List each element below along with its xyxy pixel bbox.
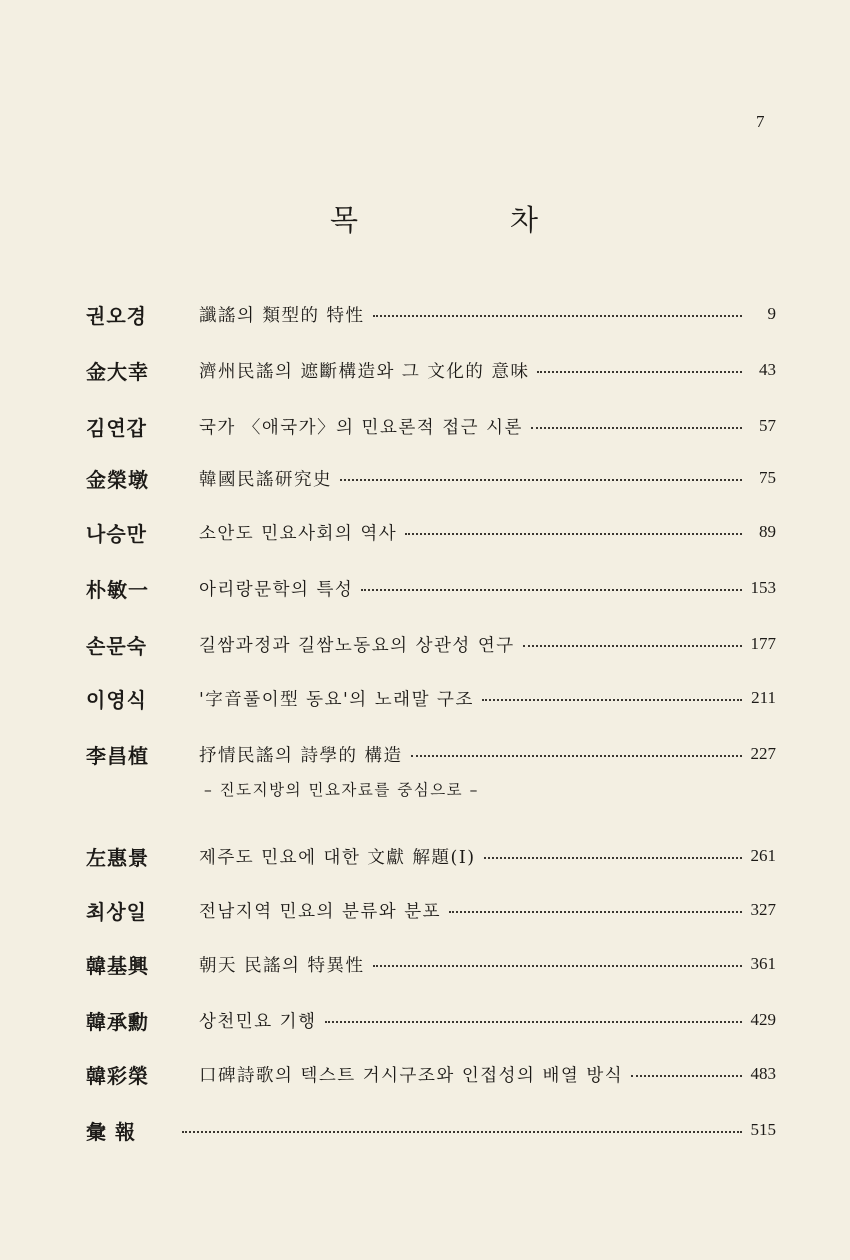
toc-entry[interactable] — [86, 946, 776, 982]
dot-leader — [411, 755, 742, 757]
toc-page-number: 327 — [750, 900, 776, 919]
toc-author: 최상일 — [86, 899, 147, 924]
dot-leader — [361, 589, 742, 591]
toc-title: 국가 〈애국가〉의 민요론적 접근 시론 — [199, 417, 523, 438]
toc-entry[interactable] — [86, 1056, 776, 1092]
toc-title: '字音풀이型 동요'의 노래말 구조 — [199, 689, 474, 710]
toc-author: 권오경 — [86, 303, 147, 328]
toc-author: 彙 報 — [86, 1119, 136, 1144]
toc-page-number: 177 — [750, 634, 776, 653]
dot-leader — [523, 645, 742, 647]
dot-leader — [405, 533, 742, 535]
toc-title: 口碑詩歌의 텍스트 거시구조와 인접성의 배열 방식 — [199, 1065, 624, 1086]
toc-page-number: 57 — [759, 416, 776, 435]
heading-right: 차 — [509, 203, 540, 237]
dot-leader — [484, 857, 742, 859]
dot-leader — [631, 1075, 742, 1077]
toc-author: 손문숙 — [86, 633, 147, 658]
toc-entry[interactable] — [86, 892, 776, 928]
toc-entry[interactable] — [86, 570, 776, 606]
toc-author: 김연갑 — [86, 415, 147, 440]
dot-leader — [373, 965, 742, 967]
dot-leader — [325, 1021, 743, 1023]
toc-page-number: 75 — [759, 468, 776, 487]
toc-title: 讖謠의 類型的 特性 — [199, 305, 365, 326]
toc-entry[interactable] — [86, 680, 776, 716]
dot-leader — [182, 1131, 742, 1133]
toc-entry[interactable] — [86, 626, 776, 662]
toc-page-number: 227 — [750, 744, 776, 763]
toc-author: 金榮墩 — [86, 467, 149, 492]
toc-title: 韓國民謠研究史 — [199, 469, 332, 490]
toc-author: 左惠景 — [86, 845, 149, 870]
toc-author: 韓彩榮 — [86, 1063, 149, 1088]
toc-page-number: 153 — [750, 578, 776, 597]
toc-entry[interactable] — [86, 838, 776, 874]
toc-page-number: 89 — [759, 522, 776, 541]
toc-page-number: 429 — [750, 1010, 776, 1029]
toc-entry[interactable] — [86, 352, 776, 388]
toc-author: 李昌植 — [86, 743, 149, 768]
toc-title: 제주도 민요에 대한 文獻 解題(Ⅰ) — [199, 847, 476, 868]
toc-title: 濟州民謠의 遮斷構造와 그 文化的 意味 — [199, 361, 530, 382]
toc-page-number: 361 — [750, 954, 776, 973]
toc-title: 상천민요 기행 — [199, 1011, 317, 1032]
toc-title: 抒情民謠의 詩學的 構造 — [199, 745, 403, 766]
toc-author: 韓承勳 — [86, 1009, 149, 1034]
toc-author: 金大幸 — [86, 359, 149, 384]
toc-entry[interactable] — [86, 408, 776, 444]
toc-title: 아리랑문학의 특성 — [199, 579, 354, 600]
page-number: 7 — [756, 112, 765, 131]
table-of-contents-heading — [330, 198, 540, 239]
toc-page-number: 211 — [751, 688, 776, 707]
toc-author: 韓基興 — [86, 953, 149, 978]
toc-page-number: 515 — [750, 1120, 776, 1139]
toc-author: 이영식 — [86, 687, 147, 712]
toc-title: 소안도 민요사회의 역사 — [199, 523, 398, 544]
dot-leader — [373, 315, 742, 317]
toc-page-number: 483 — [750, 1064, 776, 1083]
toc-page-number: 261 — [750, 846, 776, 865]
toc-title: 길쌈과정과 길쌈노동요의 상관성 연구 — [199, 635, 515, 656]
toc-subtitle: – 진도지방의 민요자료를 중심으로 – — [204, 781, 479, 799]
toc-entry[interactable] — [86, 736, 776, 772]
toc-page-number: 43 — [759, 360, 776, 379]
toc-entry[interactable] — [86, 514, 776, 550]
dot-leader — [537, 371, 742, 373]
toc-author: 나승만 — [86, 521, 147, 546]
toc-title: 전남지역 민요의 분류와 분포 — [199, 901, 442, 922]
dot-leader — [531, 427, 742, 429]
toc-page-number: 9 — [767, 304, 776, 323]
heading-left: 목 — [330, 203, 361, 237]
toc-entry[interactable] — [86, 296, 776, 332]
dot-leader — [449, 911, 742, 913]
dot-leader — [340, 479, 742, 481]
toc-entry[interactable] — [86, 1002, 776, 1038]
toc-author: 朴敏一 — [86, 577, 149, 602]
toc-entry[interactable] — [86, 460, 776, 496]
toc-entry[interactable] — [86, 1112, 776, 1148]
toc-title: 朝天 民謠의 特異性 — [199, 955, 365, 976]
dot-leader — [482, 699, 742, 701]
